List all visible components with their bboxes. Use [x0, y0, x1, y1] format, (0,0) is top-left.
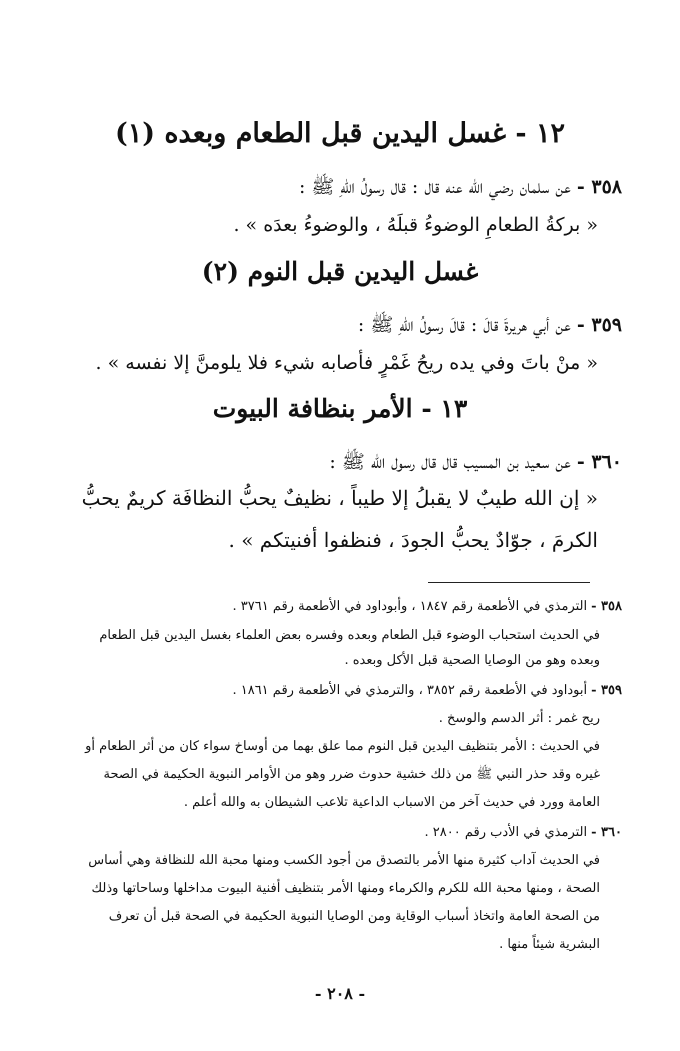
footnote-360-line-4: من الصحة العامة واتخاذ أسباب الوقاية ومن الوصايا النبوية الحكيمة في الصحة قبل أن تعرف [108, 909, 600, 924]
footnote-358-line-3: وبعده وهو من الوصايا الصحية قبل الأكل وبعده . [344, 653, 600, 668]
chapter-heading-12: ١٢ - غسل اليدين قبل الطعام وبعده (١) [114, 118, 566, 149]
hadith-359-text: « منْ باتَ وفي يده ريحُ غَمْرٍ فأصابه شيء فلا يلومنَّ إلا نفسه » . [95, 352, 598, 374]
footnote-359-line-4: غيره وقد حذر النبي ﷺ من ذلك خشية حدوث ضرر وهو من الأوامر النبوية الحكيمة في الصحة [103, 767, 600, 782]
hadith-360-line-1 [62, 447, 622, 477]
hadith-360-intro: عن سعيد بن المسيب قال قال رسول الله ﷺ : [329, 451, 571, 473]
hadith-358-number: ٣٥٨ - [576, 176, 622, 198]
section-heading-sleep: غسل اليدين قبل النوم (٢) [201, 257, 479, 286]
footnote-358-line-2: في الحديث استحباب الوضوء قبل الطعام وبعده وفسره بعض العلماء بغسل اليدين قبل الطعام [99, 628, 600, 643]
footnote-360-number: ٣٦٠ - [591, 825, 622, 840]
footnote-359-line-5: العامة وورد في حديث آخر من الاسباب الداعية تلاعب الشيطان به والله أعلم . [183, 795, 600, 810]
footnote-358-number: ٣٥٨ - [591, 599, 622, 614]
hadith-360-text-1: « إن الله طيبٌ لا يقبلُ إلا طيباً ، نظيفٌ يحبُّ النظافَة كريمٌ يحبُّ [81, 486, 598, 510]
page-number: - ٢٠٨ - [314, 984, 366, 1003]
footnote-359-source: أبوداود في الأطعمة رقم ٣٨٥٢ ، والترمذي في الأطعمة رقم ١٨٦١ . [232, 683, 588, 698]
hadith-358-line-1 [62, 172, 622, 202]
hadith-359-intro: عن أبي هريرةَ قالَ : قالَ رسولُ اللهِ ﷺ : [357, 314, 571, 336]
hadith-359-line-1 [62, 310, 622, 340]
hadith-360-number: ٣٦٠ - [576, 451, 622, 473]
footnote-359-line-2: ريح غمر : أثر الدسم والوسخ . [438, 711, 600, 726]
footnote-360-line-3: الصحة ، ومنها محبة الله للكرم والكرماء ومنها الأمر بتنظيف أفنية البيوت مداخلها وساحاتها وذلك [91, 881, 600, 896]
footnote-360-line-1 [62, 822, 622, 844]
footnote-360-line-2: في الحديث آداب كثيرة منها الأمر بالتصدق من أجود الكسب ومنها محبة الله للنظافة وهي أساس [88, 853, 600, 868]
footnote-359-line-1 [62, 680, 622, 702]
chapter-heading-13: ١٣ - الأمر بنظافة البيوت [212, 394, 468, 423]
footnote-360-source: الترمذي في الأدب رقم ٢٨٠٠ . [424, 825, 588, 840]
hadith-358-intro: عن سلمان رضي الله عنه قال : قال رسولُ اللهِ ﷺ : [298, 176, 571, 198]
footnote-360-line-5: البشرية شيئاً منها . [499, 937, 600, 952]
footnote-359-line-3: في الحديث : الأمر بتنظيف اليدين قبل النوم مما علق بهما من أوساخ سواء كان من أثر الطعام أو [85, 739, 600, 754]
footnote-359-number: ٣٥٩ - [591, 683, 622, 698]
hadith-360-text-2: الكرمَ ، جوّادٌ يحبُّ الجودَ ، فنظفوا أفنيتكم » . [228, 528, 598, 552]
hadith-358-text: « بركةُ الطعامِ الوضوءُ قبلَهُ ، والوضوءُ بعدَه » . [233, 214, 598, 236]
footnote-358-line-1 [62, 596, 622, 618]
footnote-358-source: الترمذي في الأطعمة رقم ١٨٤٧ ، وأبوداود في الأطعمة رقم ٣٧٦١ . [232, 599, 588, 614]
footnote-divider [428, 582, 590, 583]
hadith-359-number: ٣٥٩ - [576, 314, 622, 336]
